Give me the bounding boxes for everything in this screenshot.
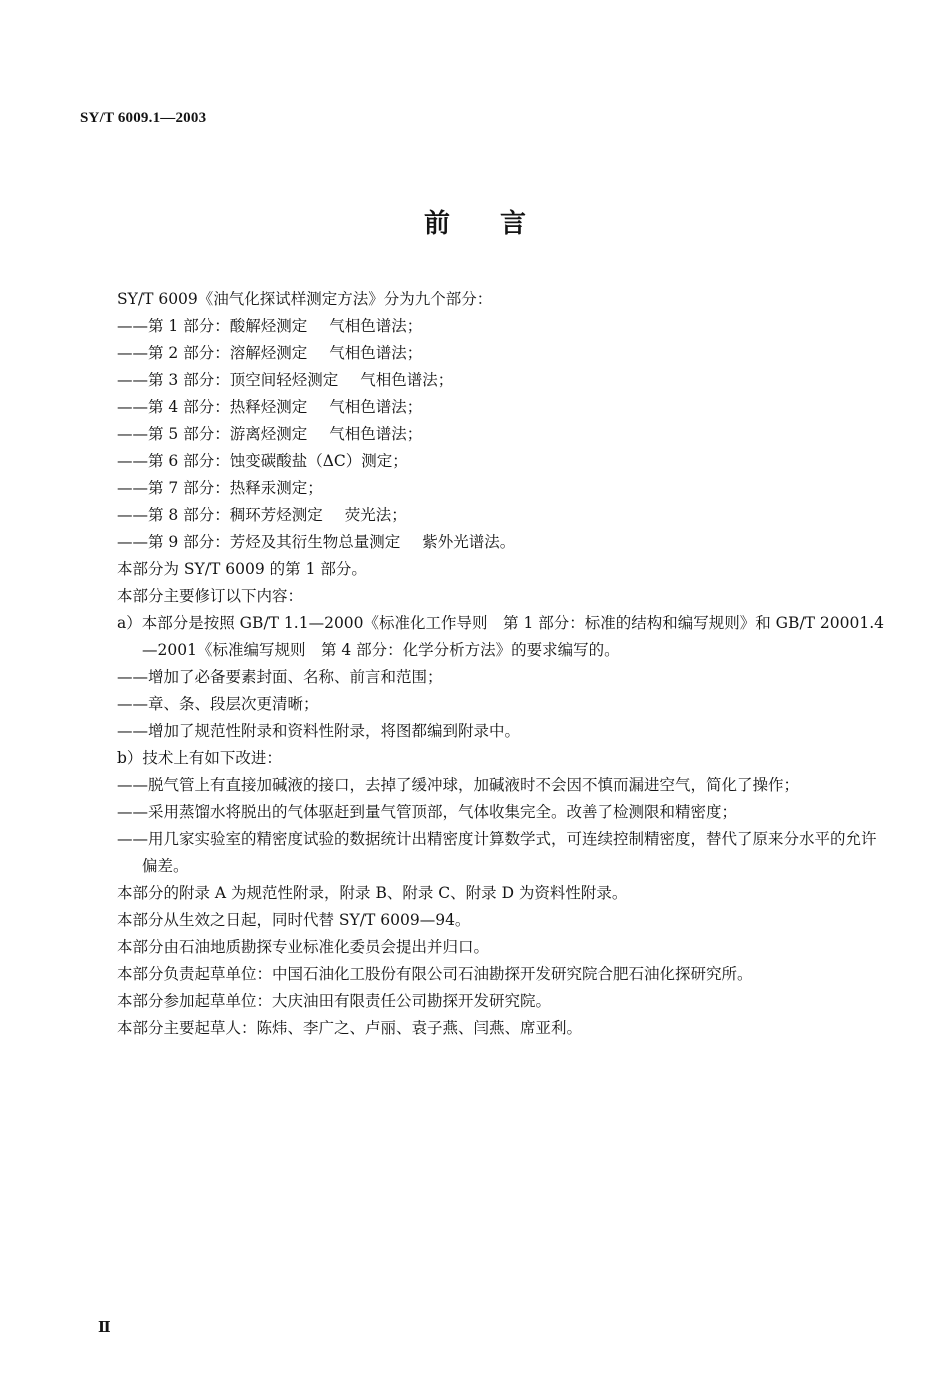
revision-item-a: a）本部分是按照 GB/T 1.1—2000《标准化工作导则 第 1 部分：标准的结构和编写规则》和 GB/T 20001.4—2001《标准编写规则 第 4 部分：化学分析方法》的要求编写的。 [117,614,885,659]
foreword-body [117,286,887,1042]
part-item: ——第 3 部分：顶空间轻烃测定 气相色谱法； [117,371,454,389]
part-item: ——第 9 部分：芳烃及其衍生物总量测定 紫外光谱法。 [117,533,516,551]
standard-code: SY/T 6009.1—2003 [80,110,207,126]
closing-paragraph: 本部分从生效之日起，同时代替 SY/T 6009—94。 [117,911,471,929]
closing-paragraph: 本部分主要起草人：陈炜、李广之、卢丽、袁子燕、闫燕、席亚利。 [117,1019,583,1037]
part-item: ——第 7 部分：热释汞测定； [117,479,323,497]
revision-a-subitem: ——章、条、段层次更清晰； [117,695,319,713]
part-item: ——第 4 部分：热释烃测定 气相色谱法； [117,398,423,416]
part-item: ——第 6 部分：蚀变碳酸盐（ΔC）测定； [117,452,408,470]
revision-intro: 本部分主要修订以下内容： [117,587,304,605]
revision-item-b: b）技术上有如下改进： [117,749,282,767]
closing-paragraph: 本部分负责起草单位：中国石油化工股份有限公司石油勘探开发研究院合肥石油化探研究所。 [117,965,753,983]
closing-paragraph: 本部分由石油地质勘探专业标准化委员会提出并归口。 [117,938,490,956]
page-number: Ⅱ [98,1320,111,1336]
this-part-paragraph: 本部分为 SY/T 6009 的第 1 部分。 [117,560,367,578]
part-item: ——第 8 部分：稠环芳烃测定 荧光法； [117,506,407,524]
page-title: 前言 [423,209,576,239]
intro-paragraph: SY/T 6009《油气化探试样测定方法》分为九个部分： [117,290,493,308]
revision-b-subitem: ——用几家实验室的精密度试验的数据统计出精密度计算数学式，可连续控制精密度，替代了原来分水平的允许偏差。 [117,830,877,875]
closing-paragraph: 本部分的附录 A 为规范性附录，附录 B、附录 C、附录 D 为资料性附录。 [117,884,628,902]
part-item: ——第 2 部分：溶解烃测定 气相色谱法； [117,344,423,362]
revision-b-subitem: ——采用蒸馏水将脱出的气体驱赶到量气管顶部，气体收集完全。改善了检测限和精密度； [117,803,738,821]
closing-paragraph: 本部分参加起草单位：大庆油田有限责任公司勘探开发研究院。 [117,992,552,1010]
revision-a-subitem: ——增加了规范性附录和资料性附录，将图都编到附录中。 [117,722,521,740]
revision-a-subitem: ——增加了必备要素封面、名称、前言和范围； [117,668,443,686]
part-item: ——第 5 部分：游离烃测定 气相色谱法； [117,425,423,443]
revision-b-subitem: ——脱气管上有直接加碱液的接口，去掉了缓冲球，加碱液时不会因不慎而漏进空气，简化了操作； [117,776,800,794]
part-item: ——第 1 部分：酸解烃测定 气相色谱法； [117,317,423,335]
